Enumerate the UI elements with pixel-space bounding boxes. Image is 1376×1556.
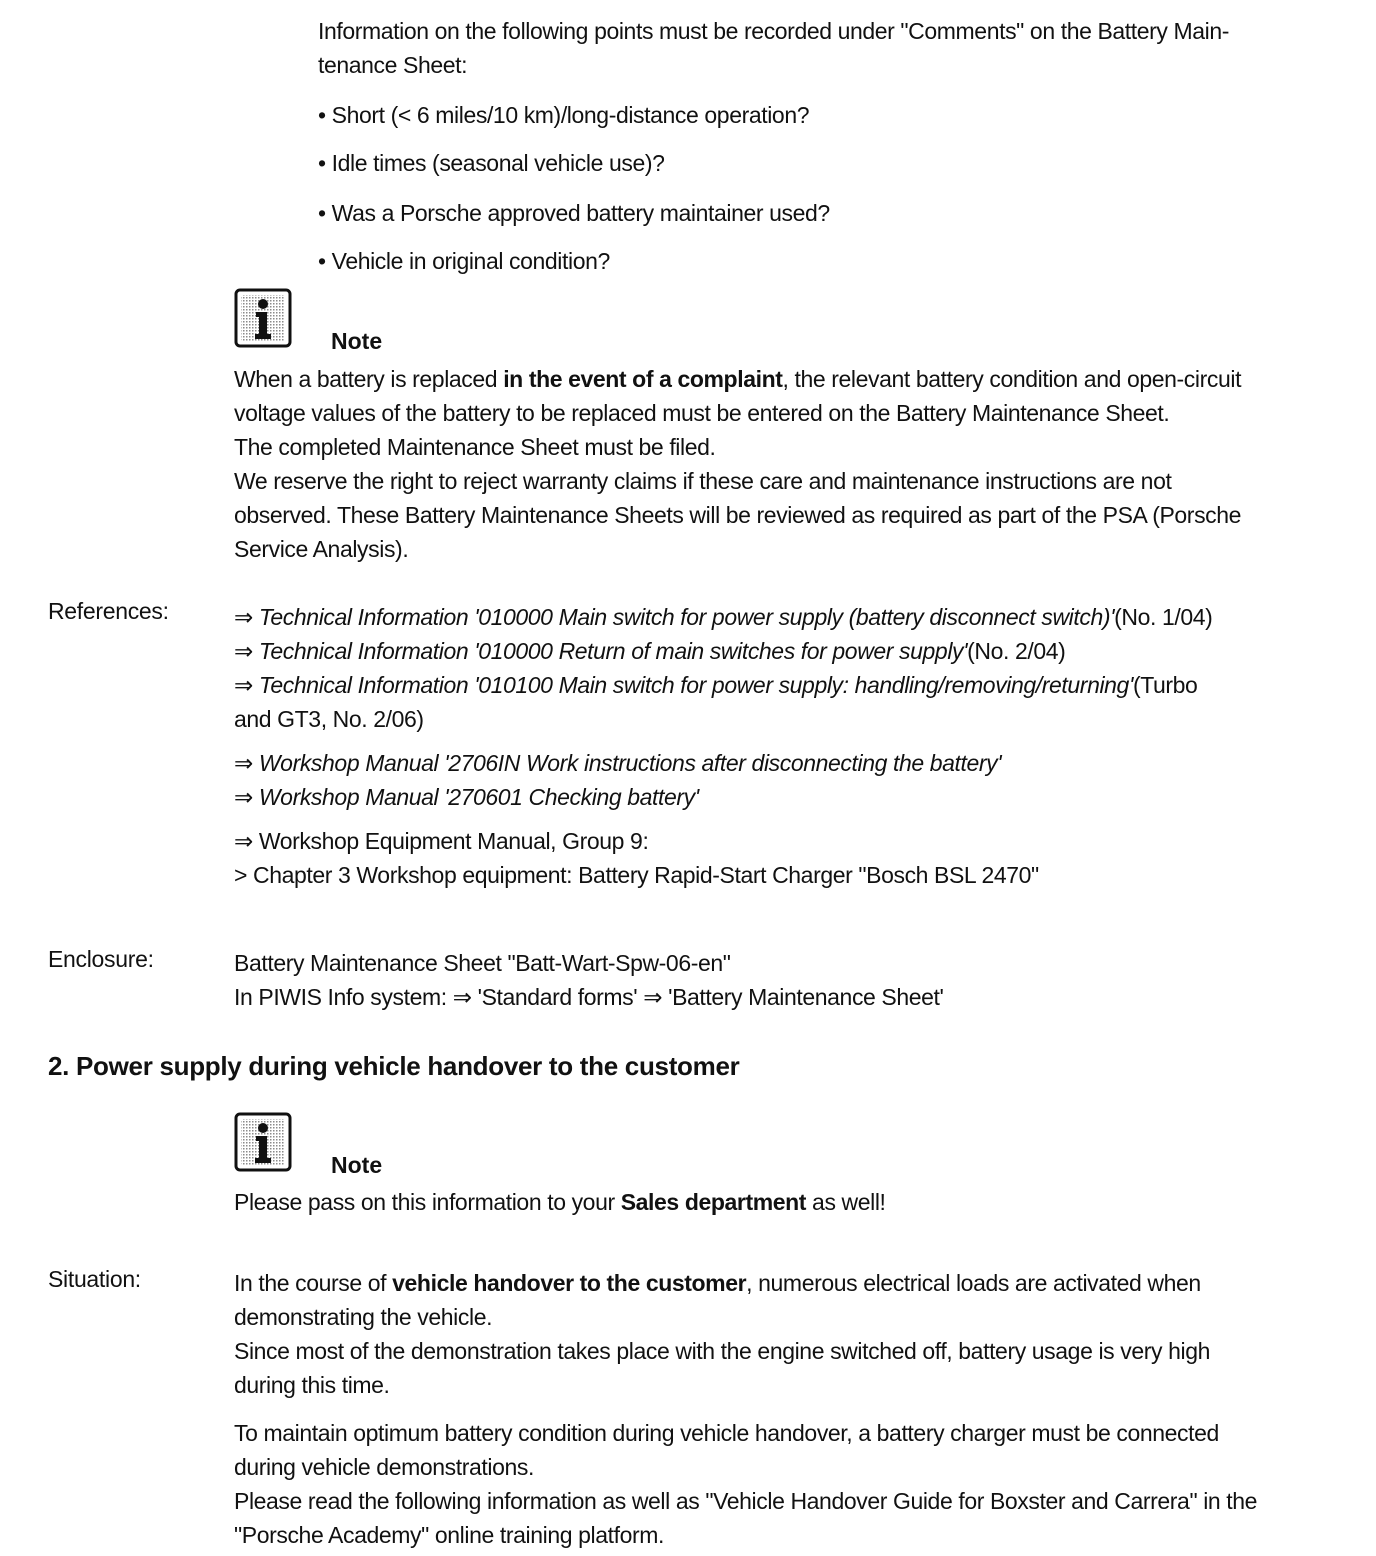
arrow-icon: ⇒ [234,672,253,698]
note-body [234,362,1241,566]
reference-link[interactable]: ⇒ Workshop Manual '2706IN Work instructions after disconnecting the battery' [234,750,1002,776]
intro-line: Information on the following points must be recorded under "Comments" on the Battery Main- [318,18,1230,44]
arrow-icon: ⇒ [234,638,253,664]
references-list [234,600,1212,892]
situation-line: during vehicle demonstrations. [234,1454,534,1480]
note-line: voltage values of the battery to be replaced must be entered on the Battery Maintenance Sheet. [234,400,1170,426]
info-icon [234,1112,292,1172]
references-label: References: [48,598,169,624]
bullet-item: • Was a Porsche approved battery maintainer used? [318,200,830,226]
note-line: When a battery is replaced in the event of a complaint, the relevant battery condition and open-circuit [234,366,1242,392]
enclosure-body [234,946,944,1014]
enclosure-path[interactable]: In PIWIS Info system: ⇒ 'Standard forms' ⇒ 'Battery Maintenance Sheet' [234,984,944,1010]
arrow-icon: ⇒ [234,828,253,854]
arrow-icon: ⇒ [452,984,472,1010]
note-title: Note [331,1152,383,1178]
arrow-icon: ⇒ [234,784,253,810]
note-line: Service Analysis). [234,536,409,562]
note-line: observed. These Battery Maintenance Sheets will be reviewed as required as part of the PSA (Porsche [234,502,1242,528]
situation-line: "Porsche Academy" online training platform. [234,1522,664,1548]
reference-chapter: > Chapter 3 Workshop equipment: Battery Rapid-Start Charger "Bosch BSL 2470" [234,862,1039,888]
situation-line: demonstrating the vehicle. [234,1304,493,1330]
info-icon [234,288,292,348]
note-line: The completed Maintenance Sheet must be filed. [234,434,716,460]
intro-paragraph [318,14,1229,82]
section-heading: 2. Power supply during vehicle handover to the customer [48,1051,740,1081]
reference-link[interactable]: ⇒ Workshop Equipment Manual, Group 9: [234,828,649,854]
note-line: Please pass on this information to your Sales department as well! [234,1189,886,1215]
situation-line: Please read the following information as well as "Vehicle Handover Guide for Boxster and Carrera" in the [234,1488,1258,1514]
intro-line: tenance Sheet: [318,52,468,78]
arrow-icon: ⇒ [234,750,253,776]
situation-label: Situation: [48,1266,141,1292]
enclosure-line: Battery Maintenance Sheet "Batt-Wart-Spw-06-en" [234,950,731,976]
arrow-icon: ⇒ [643,984,663,1010]
bullet-item: • Vehicle in original condition? [318,248,610,274]
reference-link[interactable]: ⇒ Workshop Manual '270601 Checking battery' [234,784,699,810]
situation-line: To maintain optimum battery condition during vehicle handover, a battery charger must be connected [234,1420,1219,1446]
situation-line: Since most of the demonstration takes place with the engine switched off, battery usage is very high [234,1338,1210,1364]
note-title: Note [331,328,383,354]
reference-continuation: and GT3, No. 2/06) [234,706,424,732]
reference-link[interactable]: ⇒ Technical Information '010000 Main switch for power supply (battery disconnect switch)'(No. 1/04) [234,604,1213,630]
reference-link[interactable]: ⇒ Technical Information '010100 Main switch for power supply: handling/removing/returning'(Turbo [234,672,1198,698]
situation-line: In the course of vehicle handover to the customer, numerous electrical loads are activated when [234,1270,1201,1296]
note-line: We reserve the right to reject warranty claims if these care and maintenance instructions are not [234,468,1172,494]
note-body [234,1185,886,1219]
enclosure-label: Enclosure: [48,946,154,972]
arrow-icon: ⇒ [234,604,253,630]
situation-line: during this time. [234,1372,390,1398]
reference-link[interactable]: ⇒ Technical Information '010000 Return of main switches for power supply'(No. 2/04) [234,638,1066,664]
situation-body [234,1266,1257,1552]
bullet-item: • Short (< 6 miles/10 km)/long-distance operation? [318,102,810,128]
bullet-item: • Idle times (seasonal vehicle use)? [318,150,665,176]
